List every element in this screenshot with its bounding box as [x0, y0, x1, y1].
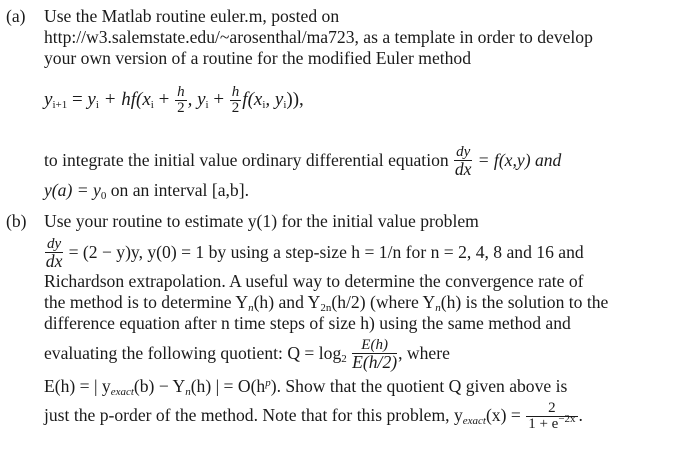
part-b-line-2: $\frac{dy}{dx} = (2 - y)y$, y(0) = 1 by using a step-size h = 1/n for n = 2, 4, 8 and 16 and — [45, 236, 584, 272]
part-b-line-8: just the p-order of the method. Note that for this problem, $y_{exact}(x)$ = $\frac{2}{1 + e^{-2x}}$ . — [44, 400, 583, 433]
part-b-line-1: Use your routine to estimate y(1) for the initial value problem — [44, 211, 479, 231]
part-a-line-5: $y(a) = y_0$ on an interval [a,b]. — [44, 180, 249, 202]
part-a-label: (a) — [6, 6, 26, 26]
dy-dx-fraction: $\frac{dy}{dx}$ — [454, 144, 472, 180]
part-b-line-3: Richardson extrapolation. A useful way to determine the convergence rate of — [44, 271, 584, 291]
part-a-line-3: your own version of a routine for the modified Euler method — [44, 48, 472, 68]
part-b-line-5: difference equation after n time steps of size h) using the same method and — [44, 313, 571, 333]
h-over-2-fraction: $\frac{h}{2}$ — [177, 84, 185, 117]
part-b-line-7: E(h) = | $y_{exact}(b) - Y_n(h)$ | = $O(h^p)$. Show that the quotient Q given above is — [44, 376, 568, 398]
exact-solution-fraction: $\frac{2}{1 + e^{-2x}}$ — [528, 400, 576, 433]
quotient-fraction: $\frac{E(h)}{E(h/2)}$ — [352, 337, 398, 373]
part-a-line-1: Use the Matlab routine euler.m, posted on — [44, 6, 340, 26]
part-a-line-2: http://w3.salemstate.edu/~arosenthal/ma723, as a template in order to develop — [44, 27, 593, 47]
part-b-line-4: the method is to determine $Y_n(h)$ and $Y_{2n}(h/2)$ (where $Y_n(h)$ is the solution to the — [44, 292, 609, 314]
modified-euler-formula: $y_{i+1} = y_i + hf(x_i$ + $\frac{h}{2}$ , $y_i$ + $\frac{h}{2}$ $f(x_i$, $y_i$)), — [44, 84, 304, 117]
part-a-line-4: to integrate the initial value ordinary differential equation $\frac{dy}{dx} = f(x,y)$ and — [44, 144, 562, 180]
part-b-label: (b) — [6, 211, 27, 231]
dy-dx-fraction: $\frac{dy}{dx}$ — [45, 236, 63, 272]
h-over-2-fraction: $\frac{h}{2}$ — [231, 84, 240, 117]
part-b-line-6: evaluating the following quotient: $Q = \log_2$ $\frac{E(h)}{E(h/2)}$, where — [44, 337, 450, 373]
